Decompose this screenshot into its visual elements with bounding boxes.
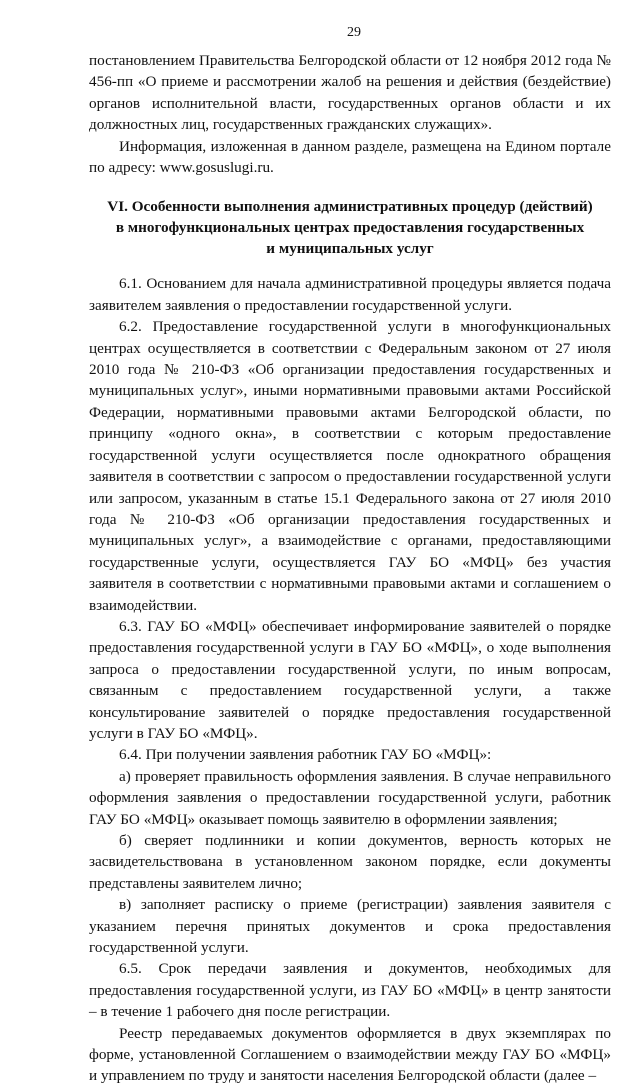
- page-number: 29: [347, 25, 361, 40]
- paragraph-registry: Реестр передаваемых документов оформляется в двух экземплярах по форме, установленной Соглашением о взаимодействии между ГАУ БО «МФЦ» и управлением по труду и занятости населения Белгородской области (далее –: [89, 1024, 611, 1085]
- section-heading-line-1: VI. Особенности выполнения административных процедур (действий): [107, 198, 593, 216]
- section-heading: [89, 196, 611, 259]
- intro-paragraph-2: Информация, изложенная в данном разделе, размещена на Едином портале по адресу: www.gosuslugi.ru.: [89, 137, 611, 177]
- document-page: [89, 24, 611, 1087]
- paragraph-6-2: 6.2. Предоставление государственной услуги в многофункциональных центрах осуществляется в соответствии с Федеральным законом от 27 июля 2010 года № 210-ФЗ «Об организации предоставления государственных и муниципальных услуг», иными нормативными правовыми актами Российской Федерации, нормативными правовыми актами Белгородской области, по принципу «одного окна», в соответствии с которым предоставление государственной услуги осуществляется после однократного обращения заявителя в соответствии с запросом о предоставлении государственной услуги или запросом, указанным в статье 15.1 Федерального закона от 27 июля 2010 года № 210-ФЗ «Об организации предоставления государственных и муниципальных услуг», а взаимодействие с органами, предоставляющими государственные услуги, осуществляется ГАУ БО «МФЦ» без участия заявителя в соответствии с нормативными правовыми актами и соглашением о взаимодействии.: [89, 318, 611, 614]
- paragraph-6-1: 6.1. Основанием для начала административной процедуры является подача заявителем заявления о предоставлении государственной услуги.: [89, 275, 611, 314]
- section-heading-line-3: и муниципальных услуг: [266, 240, 434, 258]
- paragraph-6-3: 6.3. ГАУ БО «МФЦ» обеспечивает информирование заявителей о порядке предоставления государственной услуги в ГАУ БО «МФЦ», о ходе выполнения запроса о предоставлении государственной услуги, по иным вопросам, связанным с предоставлением государственной услуги, а также консультирование заявителей о порядке предоставления государственной услуги в ГАУ БО «МФЦ».: [89, 617, 611, 742]
- intro-paragraph-1: постановлением Правительства Белгородской области от 12 ноября 2012 года № 456-пп «О приеме и рассмотрении жалоб на решения и действия (бездействие) органов исполнительной власти, государственных органов области и их должностных лиц, государственных гражданских служащих».: [89, 52, 611, 134]
- paragraph-6-4: 6.4. При получении заявления работник ГАУ БО «МФЦ»:: [119, 746, 492, 764]
- paragraph-6-4-c: в) заполняет расписку о приеме (регистрации) заявления заявителя с указанием перечня принятых документов и срока предоставления государственной услуги.: [89, 896, 611, 957]
- paragraph-6-5: 6.5. Срок передачи заявления и документов, необходимых для предоставления государственной услуги, из ГАУ БО «МФЦ» в центр занятости – в течение 1 рабочего дня после регистрации.: [89, 960, 611, 1021]
- paragraph-6-4-a: а) проверяет правильность оформления заявления. В случае неправильного оформления заявления о предоставлении государственной услуги, работник ГАУ БО «МФЦ» оказывает помощь заявителю в оформлении заявления;: [89, 767, 611, 828]
- paragraph-6-4-b: б) сверяет подлинники и копии документов, верность которых не засвидетельствована в установленном законом порядке, если документы представлены заявителем лично;: [89, 832, 611, 892]
- section-heading-line-2: в многофункциональных центрах предоставления государственных: [115, 219, 585, 237]
